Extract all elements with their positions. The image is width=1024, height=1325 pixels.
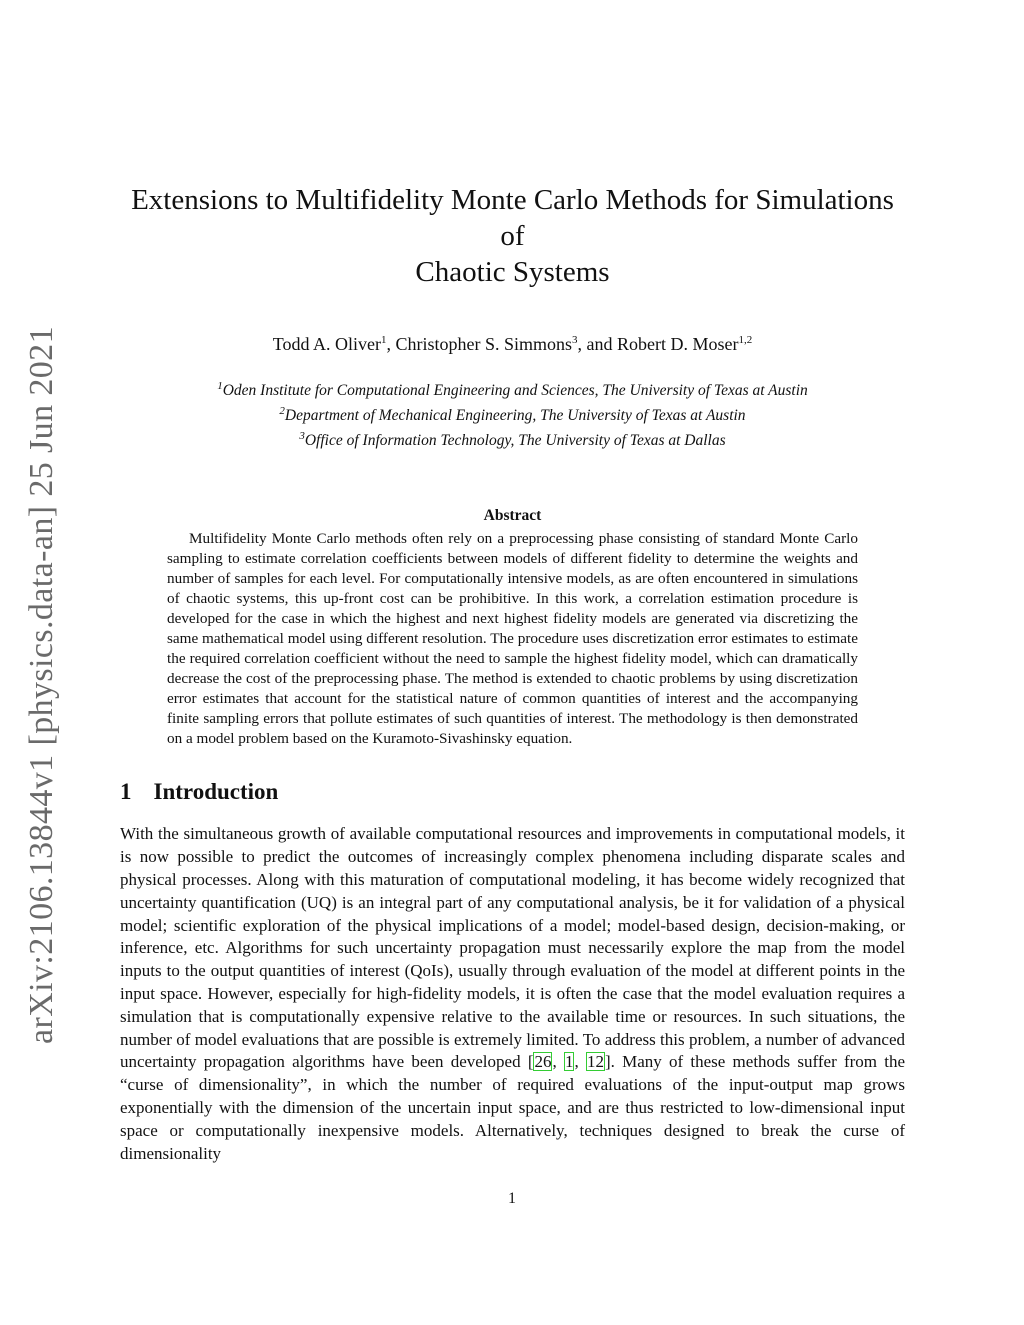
affiliation-text: Department of Mechanical Engineering, The University of Texas at Austin bbox=[284, 407, 746, 425]
paper-title-line2: Chaotic Systems bbox=[415, 256, 610, 288]
affiliation-line bbox=[120, 376, 905, 401]
introduction-paragraph: With the simultaneous growth of available computational resources and improvements in computational models, it is now possible to predict the outcomes of increasingly complex phenomena including disparate scales and physical processes. Along with this maturation of computational modeling, it has become widely recognized that uncertainty quantification (UQ) is an integral part of any computational analysis, be it for validation of a physical model; scientific exploration of the physical implications of a model; model-based design, decision-making, or inference, etc. Algorithms for such uncertainty propagation must necessarily explore the map from the model inputs to the output quantities of interest (QoIs), usually through evaluation of the model at different points in the input space. However, especially for high-fidelity models, it is often the case that the model evaluation requires a simulation that is computationally expensive relative to the available time or resources. In such situations, the number of model evaluations that are possible is extremely limited. To address this problem, a number of advanced uncertainty propagation algorithms have been developed [26, 1, 12]. Many of these methods suffer from the “curse of dimensionality”, in which the number of required evaluations of the input-output map grows exponentially with the dimension of the uncertain input space, and are thus restricted to low-dimensional input space or computationally inexpensive models. Alternatively, techniques designed to break the curse of dimensionality bbox=[120, 824, 906, 1163]
citation-link[interactable]: 12 bbox=[586, 1052, 604, 1072]
citation-link[interactable]: 1 bbox=[564, 1052, 574, 1072]
author-name: Christopher S. Simmons bbox=[395, 334, 573, 354]
affiliation-text: Office of Information Technology, The University of Texas at Dallas bbox=[304, 432, 726, 450]
author-affiliation-mark: 1,2 bbox=[738, 334, 753, 346]
arxiv-identifier-stamp bbox=[23, 326, 61, 1044]
affiliation-text: Oden Institute for Computational Engineering and Sciences, The University of Texas at Austin bbox=[222, 382, 808, 400]
author-affiliation-mark: 1 bbox=[380, 334, 387, 346]
affiliation-mark: 1 bbox=[217, 380, 223, 392]
page-number: 1 bbox=[508, 1190, 516, 1207]
author-name: Todd A. Oliver bbox=[272, 334, 381, 354]
citation-link[interactable]: 26 bbox=[534, 1052, 552, 1072]
affiliation-mark: 2 bbox=[279, 405, 285, 418]
section-heading bbox=[120, 779, 905, 805]
abstract-heading: Abstract bbox=[483, 507, 542, 525]
author-name: Robert D. Moser bbox=[617, 334, 739, 354]
affiliation-line bbox=[120, 401, 905, 426]
affiliation-mark: 3 bbox=[299, 430, 305, 443]
arxiv-identifier-text: arXiv:2106.13844v1 [physics.data-an] 25 Jun 2021 bbox=[23, 326, 61, 1044]
author-separator: , and bbox=[577, 334, 618, 354]
author-separator: , bbox=[386, 334, 396, 354]
paper-page bbox=[120, 182, 905, 1165]
introduction-text-part1: With the simultaneous growth of available computational resources and improvements in computational models, it is now possible to predict the outcomes of increasingly complex phenomena including disparate scales and physical processes. Along with this maturation of computational modeling, it has become widely recognized that uncertainty quantification (UQ) is an integral part of any computational analysis, be it for validation of a physical model; scientific exploration of the physical implications of a model; model-based design, decision-making, or inference, etc. Algorithms for such uncertainty propagation must necessarily explore the map from the model inputs to the output quantities of interest (QoIs), usually through evaluation of the model at different points in the input space. However, especially for high-fidelity models, it is often the case that the model evaluation requires a simulation that is computationally expensive relative to the available time or resources. In such situations, the number of model evaluations that are possible is extremely limited. To address this problem, a number of advanced uncertainty propagation algorithms have been developed bbox=[120, 824, 905, 1072]
paper-title bbox=[120, 182, 905, 290]
paper-title-line1: Extensions to Multifidelity Monte Carlo Methods for Simulations of bbox=[131, 184, 894, 252]
author-affiliation-mark: 3 bbox=[572, 334, 578, 346]
abstract-body: Multifidelity Monte Carlo methods often rely on a preprocessing phase consisting of standard Monte Carlo sampling to estimate correlation coefficients between models of different fidelity to determine the weights and number of samples for each level. For computationally intensive models, as are often encountered in simulations of chaotic systems, this up-front cost can be prohibitive. In this work, a correlation estimation procedure is developed for the case in which the highest and next highest fidelity models are generated via discretizing the same mathematical model using different resolution. The procedure uses discretization error estimates to estimate the required correlation coefficient without the need to sample the highest fidelity model, which can dramatically decrease the cost of the preprocessing phase. The method is extended to chaotic problems by using discretization error estimates that account for the statistical nature of common quantities of interest and the accompanying finite sampling errors that pollute estimates of such quantities of interest. The methodology is then demonstrated on a model problem based on the Kuramoto-Sivashinsky equation. bbox=[167, 530, 858, 748]
affiliation-line bbox=[120, 426, 905, 451]
introduction-text-part2: . Many of these methods suffer from the “curse of dimensionality”, in which the number of required evaluations of the input-output map grows exponentially with the dimension of the uncertain input space, and are thus restricted to low-dimensional input space or computationally inexpensive models. Alternatively, techniques designed to break the curse of dimensionality bbox=[120, 1052, 906, 1163]
affiliation-list bbox=[120, 376, 905, 451]
section-number: 1 bbox=[120, 779, 132, 805]
author-list bbox=[120, 334, 905, 355]
section-title: Introduction bbox=[153, 779, 279, 805]
